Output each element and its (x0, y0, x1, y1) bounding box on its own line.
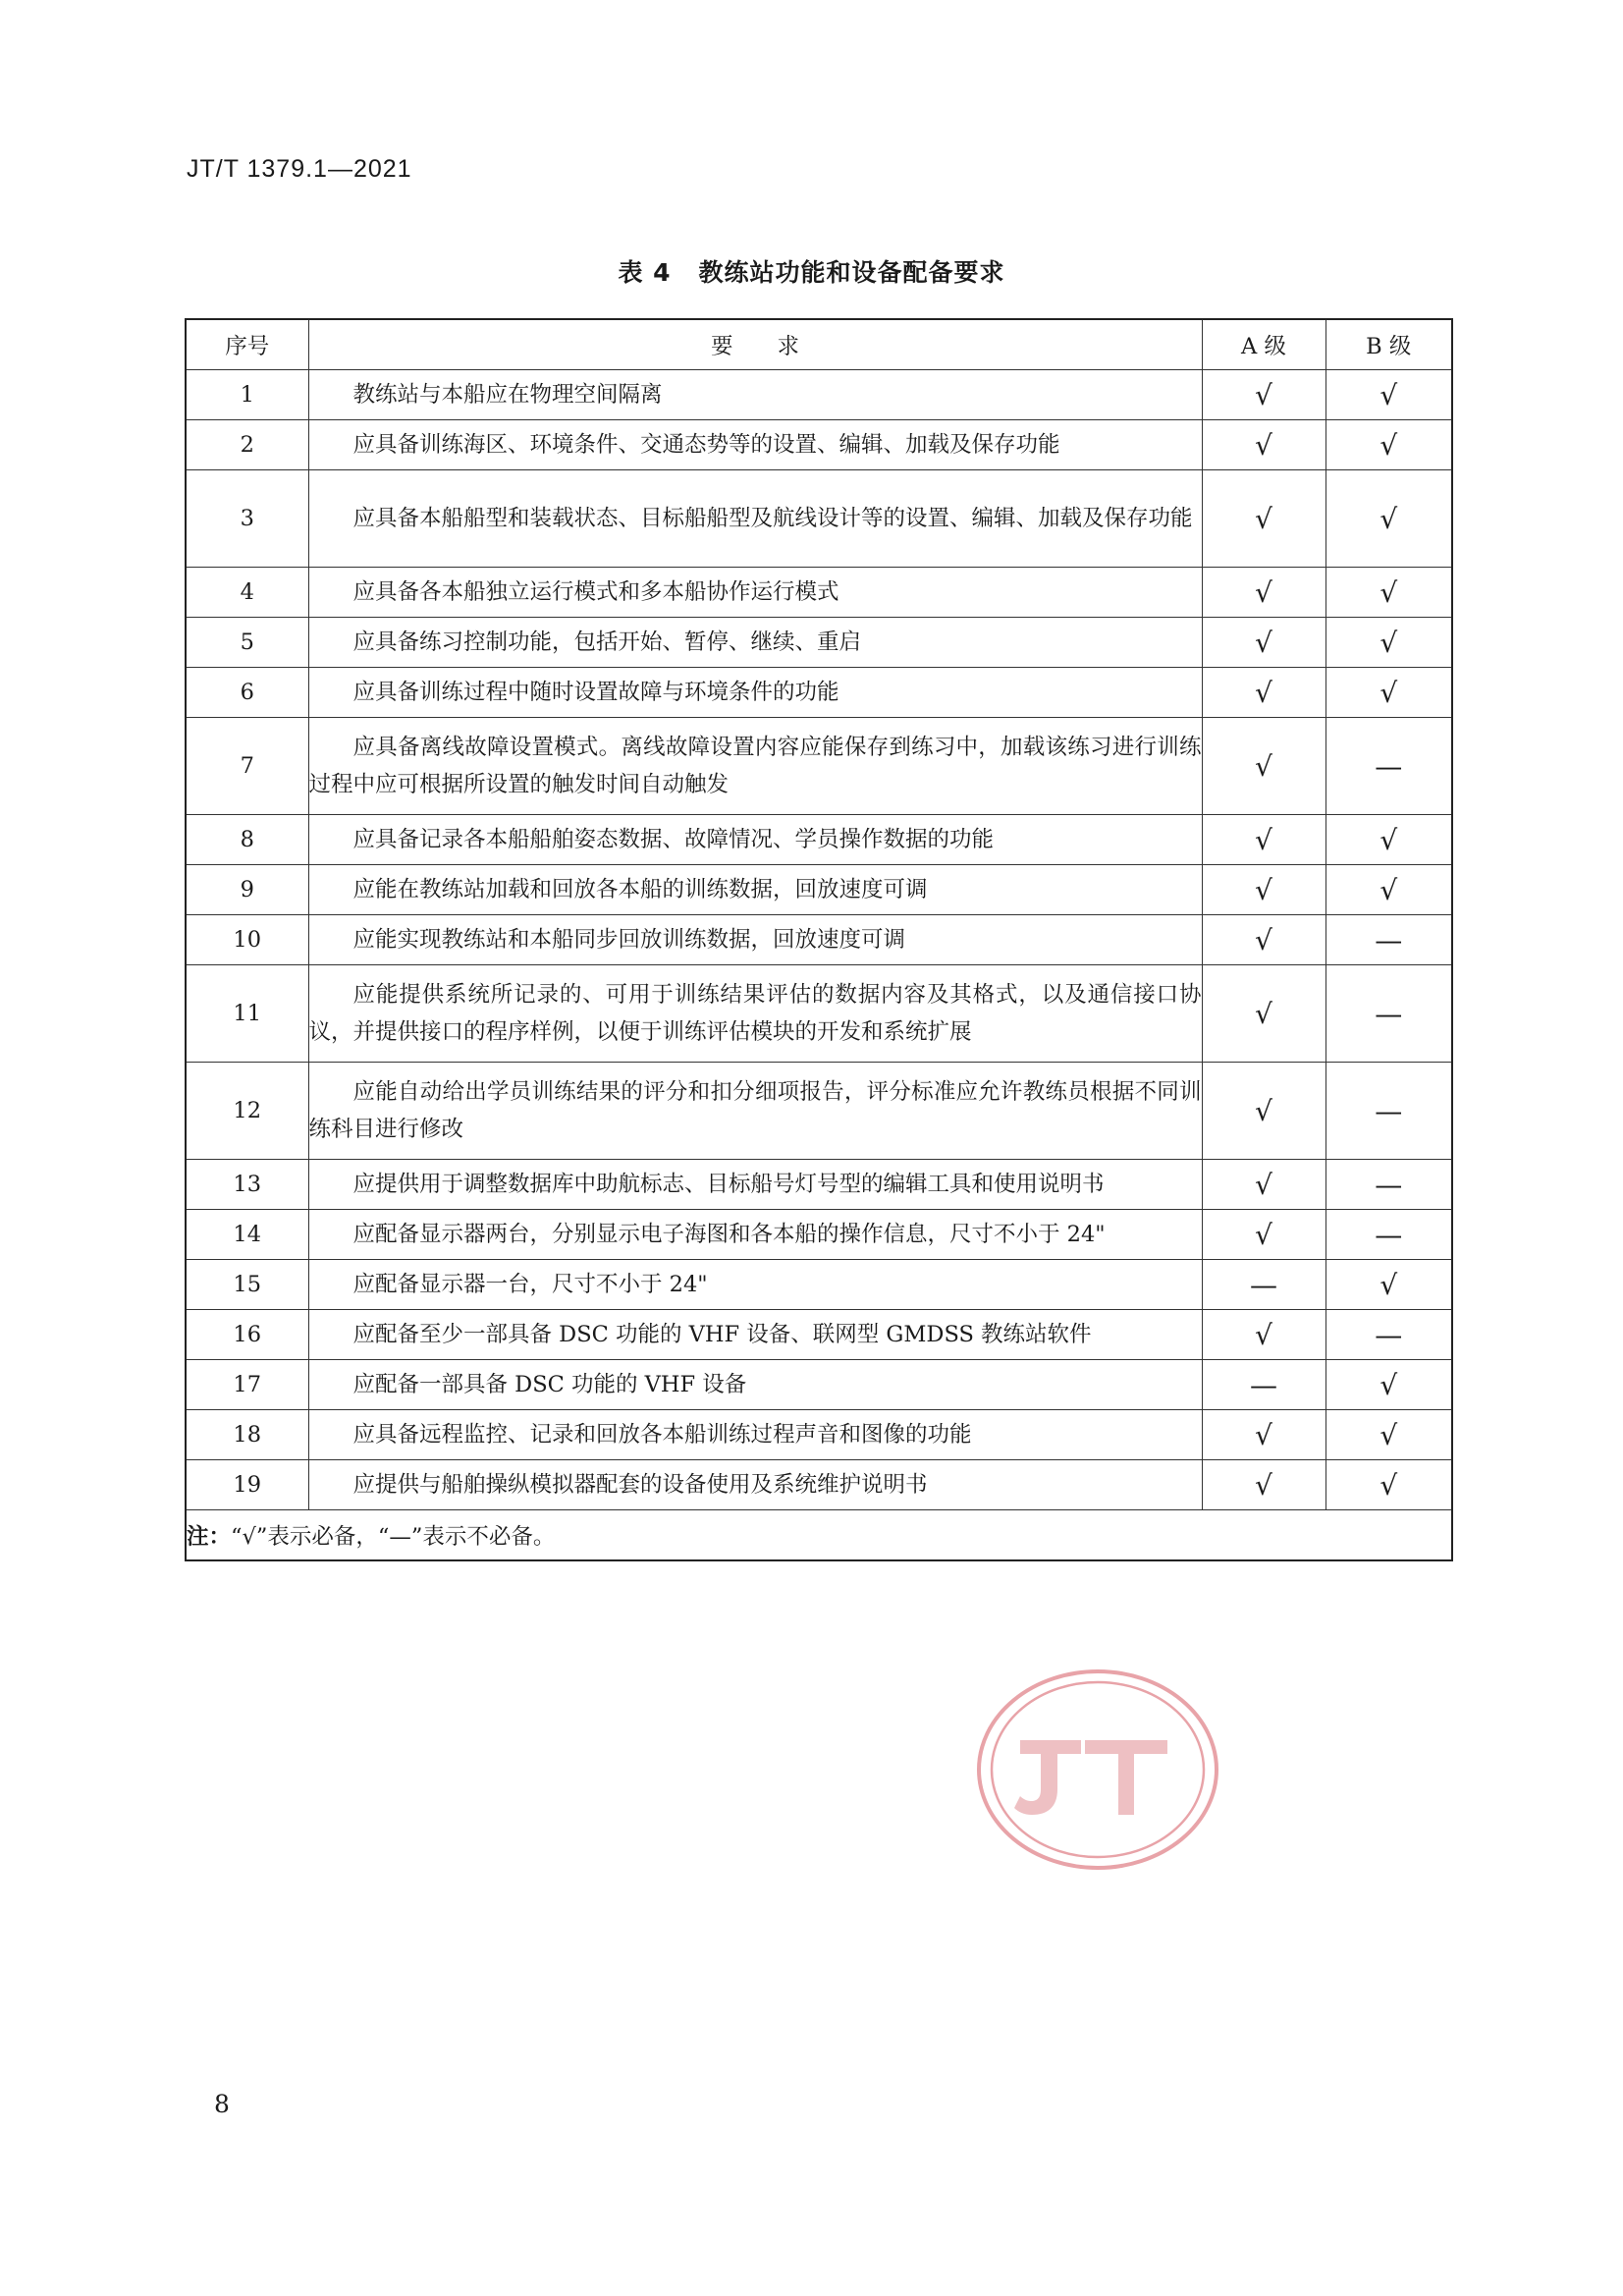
requirement-text: 应具备本船船型和装载状态、目标船船型及航线设计等的设置、编辑、加载及保存功能 (308, 470, 1202, 568)
standard-code: JT/T 1379.1—2021 (187, 155, 412, 183)
requirement-text: 应具备练习控制功能，包括开始、暂停、继续、重启 (308, 618, 1202, 668)
requirement-text: 应具备记录各本船船舶姿态数据、故障情况、学员操作数据的功能 (308, 815, 1202, 865)
table-row (186, 1360, 1452, 1410)
grade-b-mark: √ (1325, 370, 1452, 420)
table-row (186, 1210, 1452, 1260)
requirement-text: 应具备训练过程中随时设置故障与环境条件的功能 (308, 668, 1202, 718)
header-requirement: 要 求 (308, 319, 1202, 370)
requirement-text: 应提供用于调整数据库中助航标志、目标船号灯号型的编辑工具和使用说明书 (308, 1160, 1202, 1210)
row-number: 7 (186, 718, 308, 815)
table-row (186, 1310, 1452, 1360)
table-row (186, 1063, 1452, 1160)
grade-b-mark: √ (1325, 668, 1452, 718)
grade-a-mark: √ (1202, 965, 1325, 1063)
row-number: 15 (186, 1260, 308, 1310)
grade-a-mark: √ (1202, 865, 1325, 915)
table-title-number: 表 4 (618, 258, 672, 287)
grade-b-mark: — (1325, 965, 1452, 1063)
note-cell (186, 1510, 1452, 1561)
table-header-row (186, 319, 1452, 370)
row-number: 6 (186, 668, 308, 718)
grade-a-mark: — (1202, 1260, 1325, 1310)
row-number: 4 (186, 568, 308, 618)
grade-a-mark: √ (1202, 668, 1325, 718)
header-grade-a: A 级 (1202, 319, 1325, 370)
row-number: 10 (186, 915, 308, 965)
row-number: 8 (186, 815, 308, 865)
grade-a-mark: √ (1202, 568, 1325, 618)
grade-a-mark: √ (1202, 618, 1325, 668)
grade-a-mark: √ (1202, 1063, 1325, 1160)
table-row (186, 568, 1452, 618)
grade-b-mark: √ (1325, 1260, 1452, 1310)
header-grade-b: B 级 (1325, 319, 1452, 370)
grade-a-mark: √ (1202, 1310, 1325, 1360)
table-row (186, 618, 1452, 668)
row-number: 2 (186, 420, 308, 470)
table-row (186, 370, 1452, 420)
row-number: 11 (186, 965, 308, 1063)
requirement-text: 应具备训练海区、环境条件、交通态势等的设置、编辑、加载及保存功能 (308, 420, 1202, 470)
table-row (186, 470, 1452, 568)
grade-b-mark: — (1325, 1210, 1452, 1260)
grade-a-mark: √ (1202, 420, 1325, 470)
requirement-text: 应能实现教练站和本船同步回放训练数据，回放速度可调 (308, 915, 1202, 965)
page-number: 8 (214, 2090, 230, 2118)
grade-a-mark: √ (1202, 718, 1325, 815)
grade-b-mark: √ (1325, 1410, 1452, 1460)
row-number: 17 (186, 1360, 308, 1410)
watermark-outer-ring (979, 1671, 1217, 1868)
requirement-text: 应能提供系统所记录的、可用于训练结果评估的数据内容及其格式，以及通信接口协议，并提供接口的程序样例，以便于训练评估模块的开发和系统扩展 (308, 965, 1202, 1063)
grade-b-mark: √ (1325, 865, 1452, 915)
requirement-text: 应配备至少一部具备 DSC 功能的 VHF 设备、联网型 GMDSS 教练站软件 (308, 1310, 1202, 1360)
requirement-text: 教练站与本船应在物理空间隔离 (308, 370, 1202, 420)
row-number: 12 (186, 1063, 308, 1160)
note-row (186, 1510, 1452, 1561)
grade-b-mark: √ (1325, 1460, 1452, 1510)
grade-a-mark: √ (1202, 915, 1325, 965)
grade-b-mark: — (1325, 718, 1452, 815)
watermark-inner-ring (992, 1682, 1204, 1857)
table-title-text: 教练站功能和设备配备要求 (698, 258, 1005, 287)
table-row (186, 815, 1452, 865)
grade-b-mark: — (1325, 1063, 1452, 1160)
row-number: 9 (186, 865, 308, 915)
row-number: 16 (186, 1310, 308, 1360)
table-title (0, 253, 1623, 289)
table-row (186, 1160, 1452, 1210)
row-number: 13 (186, 1160, 308, 1210)
row-number: 14 (186, 1210, 308, 1260)
note-text: “√”表示必备，“—”表示不必备。 (231, 1524, 556, 1550)
table-row (186, 915, 1452, 965)
grade-a-mark: √ (1202, 1210, 1325, 1260)
table-row (186, 1410, 1452, 1460)
table-row (186, 718, 1452, 815)
requirement-text: 应配备一部具备 DSC 功能的 VHF 设备 (308, 1360, 1202, 1410)
grade-b-mark: √ (1325, 1360, 1452, 1410)
table-row (186, 420, 1452, 470)
requirement-text: 应具备远程监控、记录和回放各本船训练过程声音和图像的功能 (308, 1410, 1202, 1460)
row-number: 3 (186, 470, 308, 568)
row-number: 1 (186, 370, 308, 420)
note-label: 注： (187, 1524, 232, 1550)
row-number: 19 (186, 1460, 308, 1510)
grade-b-mark: — (1325, 915, 1452, 965)
requirement-text: 应能自动给出学员训练结果的评分和扣分细项报告，评分标准应允许教练员根据不同训练科目进行修改 (308, 1063, 1202, 1160)
requirement-text: 应提供与船舶操纵模拟器配套的设备使用及系统维护说明书 (308, 1460, 1202, 1510)
grade-a-mark: — (1202, 1360, 1325, 1410)
grade-b-mark: √ (1325, 420, 1452, 470)
grade-b-mark: — (1325, 1160, 1452, 1210)
grade-b-mark: √ (1325, 568, 1452, 618)
grade-b-mark: √ (1325, 618, 1452, 668)
table-row (186, 1260, 1452, 1310)
grade-a-mark: √ (1202, 815, 1325, 865)
requirement-text: 应能在教练站加载和回放各本船的训练数据，回放速度可调 (308, 865, 1202, 915)
grade-a-mark: √ (1202, 1160, 1325, 1210)
table-body (186, 370, 1452, 1510)
row-number: 18 (186, 1410, 308, 1460)
grade-b-mark: √ (1325, 815, 1452, 865)
grade-b-mark: √ (1325, 470, 1452, 568)
grade-a-mark: √ (1202, 370, 1325, 420)
table-row (186, 865, 1452, 915)
row-number: 5 (186, 618, 308, 668)
requirement-text: 应配备显示器两台，分别显示电子海图和各本船的操作信息，尺寸不小于 24" (308, 1210, 1202, 1260)
requirements-table (185, 318, 1453, 1561)
header-no: 序号 (186, 319, 308, 370)
jt-logo (1014, 1740, 1167, 1815)
requirement-text: 应具备各本船独立运行模式和多本船协作运行模式 (308, 568, 1202, 618)
requirement-text: 应具备离线故障设置模式。离线故障设置内容应能保存到练习中，加载该练习进行训练过程中应可根据所设置的触发时间自动触发 (308, 718, 1202, 815)
grade-a-mark: √ (1202, 470, 1325, 568)
table-row (186, 668, 1452, 718)
requirement-text: 应配备显示器一台，尺寸不小于 24" (308, 1260, 1202, 1310)
table-row (186, 1460, 1452, 1510)
grade-b-mark: — (1325, 1310, 1452, 1360)
grade-a-mark: √ (1202, 1460, 1325, 1510)
grade-a-mark: √ (1202, 1410, 1325, 1460)
jt-watermark-seal (975, 1667, 1220, 1872)
table-row (186, 965, 1452, 1063)
